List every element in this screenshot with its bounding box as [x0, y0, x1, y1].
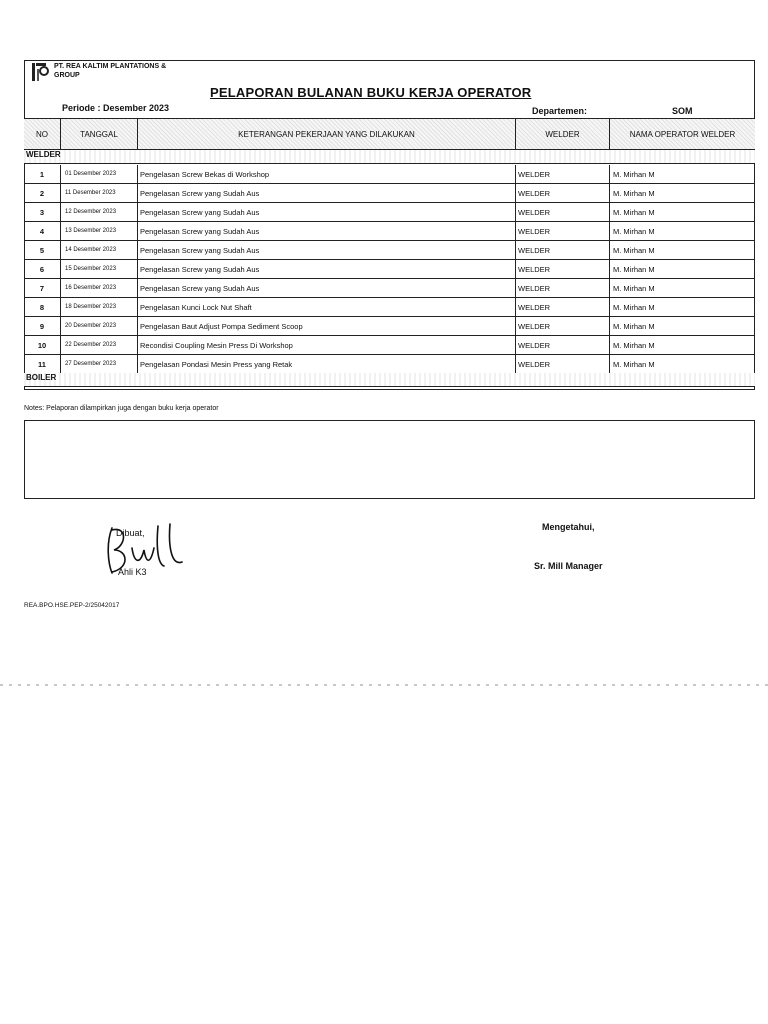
cell-nama: M. Mirhan M — [613, 264, 655, 274]
section-welder: WELDER — [24, 150, 755, 164]
cell-welder: WELDER — [516, 222, 610, 240]
cell-nama: M. Mirhan M — [613, 340, 655, 350]
cell-nama: M. Mirhan M — [613, 207, 655, 217]
cell-no: 9 — [24, 317, 61, 335]
notes-box — [24, 420, 755, 499]
cell-tanggal: 16 Desember 2023 — [61, 279, 138, 297]
col-header-nama: NAMA OPERATOR WELDER — [610, 119, 755, 149]
signature-right-role: Sr. Mill Manager — [534, 561, 603, 571]
table-row — [24, 355, 755, 374]
cell-no: 5 — [24, 241, 61, 259]
cell-no: 7 — [24, 279, 61, 297]
company-name: PT. REA KALTIM PLANTATIONS & GROUP — [54, 63, 167, 79]
col-header-welder: WELDER — [516, 119, 610, 149]
signature-left-label: Dibuat, — [116, 528, 145, 538]
cell-tanggal: 11 Desember 2023 — [61, 184, 138, 202]
scan-artifact-line — [0, 684, 768, 686]
cell-keterangan: Pengelasan Screw yang Sudah Aus — [138, 203, 516, 221]
cell-keterangan: Pengelasan Screw yang Sudah Aus — [138, 260, 516, 278]
report-period: Periode : Desember 2023 — [62, 103, 170, 113]
cell-welder: WELDER — [516, 298, 610, 316]
table-row — [24, 298, 755, 317]
department-label: Departemen: — [532, 106, 588, 116]
section-boiler: BOILER — [24, 373, 755, 387]
cell-nama: M. Mirhan M — [613, 359, 655, 369]
cell-nama: M. Mirhan M — [613, 226, 655, 236]
cell-keterangan: Pengelasan Kunci Lock Nut Shaft — [138, 298, 516, 316]
table-row — [24, 184, 755, 203]
cell-tanggal: 12 Desember 2023 — [61, 203, 138, 221]
cell-tanggal: 22 Desember 2023 — [61, 336, 138, 354]
cell-keterangan: Pengelasan Screw yang Sudah Aus — [138, 241, 516, 259]
table-row — [24, 260, 755, 279]
cell-welder: WELDER — [516, 317, 610, 335]
cell-welder: WELDER — [516, 203, 610, 221]
cell-keterangan: Pengelasan Screw yang Sudah Aus — [138, 279, 516, 297]
cell-tanggal: 20 Desember 2023 — [61, 317, 138, 335]
handwritten-signature — [98, 518, 198, 580]
cell-welder: WELDER — [516, 184, 610, 202]
cell-welder: WELDER — [516, 165, 610, 183]
table-row — [24, 279, 755, 298]
report-title: PELAPORAN BULANAN BUKU KERJA OPERATOR — [210, 85, 532, 100]
cell-no: 2 — [24, 184, 61, 202]
table-row — [24, 241, 755, 260]
cell-keterangan: Pengelasan Screw yang Sudah Aus — [138, 222, 516, 240]
cell-keterangan: Pengelasan Baut Adjust Pompa Sediment Scoop — [138, 317, 516, 335]
col-header-keterangan: KETERANGAN PEKERJAAN YANG DILAKUKAN — [138, 119, 516, 149]
cell-nama: M. Mirhan M — [613, 321, 655, 331]
cell-no: 11 — [24, 355, 61, 373]
department-value: SOM — [672, 106, 693, 116]
cell-no: 8 — [24, 298, 61, 316]
cell-welder: WELDER — [516, 260, 610, 278]
cell-nama: M. Mirhan M — [613, 169, 655, 179]
col-header-tanggal: TANGGAL — [61, 119, 138, 149]
cell-nama: M. Mirhan M — [613, 283, 655, 293]
cell-tanggal: 01 Desember 2023 — [61, 165, 138, 183]
cell-tanggal: 14 Desember 2023 — [61, 241, 138, 259]
table-header — [24, 118, 755, 150]
cell-keterangan: Pengelasan Screw Bekas di Workshop — [138, 165, 516, 183]
cell-welder: WELDER — [516, 336, 610, 354]
cell-tanggal: 18 Desember 2023 — [61, 298, 138, 316]
cell-nama: M. Mirhan M — [613, 245, 655, 255]
table-row — [24, 336, 755, 355]
cell-keterangan: Recondisi Coupling Mesin Press Di Workshop — [138, 336, 516, 354]
table-row — [24, 317, 755, 336]
signature-left-role: Ahli K3 — [118, 567, 147, 577]
cell-no: 1 — [24, 165, 61, 183]
table-row — [24, 203, 755, 222]
cell-welder: WELDER — [516, 279, 610, 297]
cell-welder: WELDER — [516, 241, 610, 259]
document-reference: REA.BPO.HSE.PEP-2/25042017 — [24, 602, 120, 609]
cell-tanggal: 15 Desember 2023 — [61, 260, 138, 278]
cell-no: 6 — [24, 260, 61, 278]
cell-no: 3 — [24, 203, 61, 221]
cell-tanggal: 13 Desember 2023 — [61, 222, 138, 240]
cell-nama: M. Mirhan M — [613, 188, 655, 198]
col-header-no: NO — [24, 119, 61, 149]
company-logo-icon — [30, 62, 50, 82]
signature-right-label: Mengetahui, — [542, 522, 595, 532]
cell-tanggal: 27 Desember 2023 — [61, 355, 138, 373]
table-row — [24, 165, 755, 184]
cell-nama: M. Mirhan M — [613, 302, 655, 312]
cell-no: 4 — [24, 222, 61, 240]
notes-text: Notes: Pelaporan dilampirkan juga dengan buku kerja operator — [24, 405, 219, 412]
cell-no: 10 — [24, 336, 61, 354]
cell-keterangan: Pengelasan Screw yang Sudah Aus — [138, 184, 516, 202]
table-row — [24, 222, 755, 241]
cell-welder: WELDER — [516, 355, 610, 373]
cell-keterangan: Pengelasan Pondasi Mesin Press yang Retak — [138, 355, 516, 373]
